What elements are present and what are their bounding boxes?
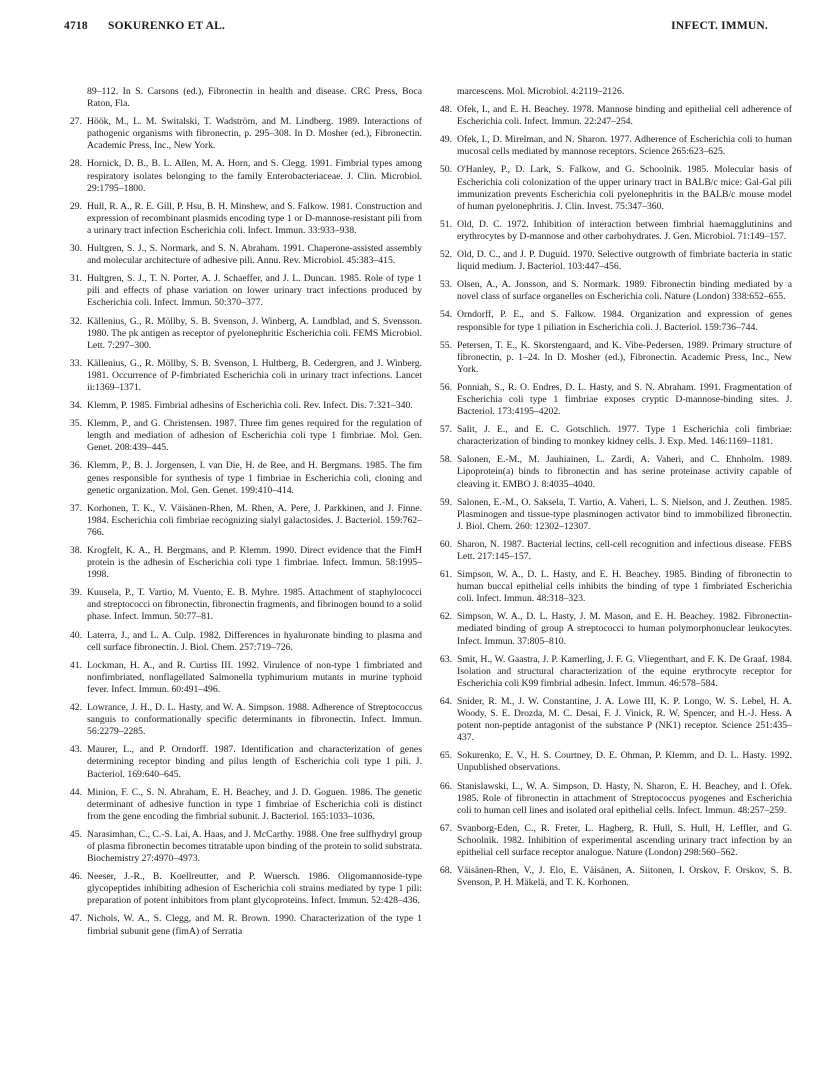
reference-entry [68, 787, 422, 823]
reference-entry [438, 164, 792, 212]
reference-number: 53. [439, 279, 452, 291]
reference-number: 65. [439, 750, 452, 762]
reference-number: 58. [439, 454, 452, 466]
reference-entry [68, 243, 422, 267]
reference-text: Klemm, P., and G. Christensen. 1987. Three fim genes required for the regulation of length and mediation of adhesion of Escherichia coli type 1 fimbriae. Mol. Gen. Genet. 208:439–445. [87, 418, 422, 454]
reference-number: 56. [439, 381, 452, 393]
reference-text: Höök, M., L. M. Switalski, T. Wadström, and M. Lindberg. 1989. Interactions of pathogenic organisms with fibronectin, p. 295–308. In D. Mosher (ed.), Fibronectin. Academic Press, Inc., New York. [87, 116, 422, 152]
reference-text: Sharon, N. 1987. Bacterial lectins, cell-cell recognition and infectious disease. FEBS Lett. 217:145–157. [457, 538, 792, 562]
reference-entry [438, 454, 792, 490]
reference-text: Simpson, W. A., D. L. Hasty, and E. H. Beachey. 1985. Binding of fibronectin to human buccal epithelial cells inhibits the binding of type 1 fimbriated Escherichia coli. Infect. Immun. 48:318–323. [457, 569, 792, 605]
reference-entry [68, 316, 422, 352]
reference-entry [438, 104, 792, 128]
reference-entry [68, 660, 422, 696]
reference-number: 59. [439, 496, 452, 508]
page-number: 4718 [64, 20, 88, 32]
reference-number: 28. [69, 158, 82, 170]
reference-text: Snider, R. M., J. W. Constantine, J. A. Lowe III, K. P. Longo, W. S. Lebel, H. A. Woody, S. E. Drozda, M. C. Desai, F. J. Vinick, R. W. Spencer, and H.-J. Hess. A potent non-peptide antagonist of the substance P (NK1) receptor. Science 251:435–437. [457, 695, 792, 744]
reference-text: Hultgren, S. J., S. Normark, and S. N. Abraham. 1991. Chaperone-assisted assembly and molecular architecture of adhesive pili. Annu. Rev. Microbiol. 45:383–415. [87, 243, 422, 267]
reference-number: 32. [69, 315, 82, 327]
reference-column-right [438, 86, 792, 895]
reference-text: Hornick, D. B., B. L. Allen, M. A. Horn, and S. Clegg. 1991. Fimbrial types among respiratory isolates belonging to the family Enterobacteriaceae. J. Clin. Microbiol. 29:1795–1800. [87, 158, 422, 194]
reference-entry [68, 201, 422, 237]
reference-entry [438, 823, 792, 859]
reference-entry [438, 219, 792, 243]
reference-entry [438, 611, 792, 647]
reference-number: 41. [69, 659, 82, 671]
reference-text: Simpson, W. A., D. L. Hasty, J. M. Mason, and E. H. Beachey. 1982. Fibronectin-mediated binding of group A streptococci to human polymorphonuclear leukocytes. Infect. Immun. 37:805–810. [457, 611, 792, 647]
reference-text: Stanislawski, L., W. A. Simpson, D. Hasty, N. Sharon, E. H. Beachey, and I. Ofek. 1985. Role of fibronectin in attachment of Streptococcus pyogenes and Escherichia coli to human cell lines and isolated oral epithelial cells. Infect. Immun. 48:257–259. [457, 780, 792, 816]
reference-text: Väisänen-Rhen, V., J. Elo, E. Väisänen, A. Siitonen, I. Orskov, F. Orskov, S. B. Svenson, P. H. Mäkelä, and T. K. Korhonen. [457, 865, 792, 889]
reference-number: 42. [69, 702, 82, 714]
reference-text: Narasimhan, C., C.-S. Lai, A. Haas, and J. McCarthy. 1988. One free sulfhydryl group of plasma fibronectin becomes titratable upon binding of the protein to solid substrata. Biochemistry 27:4970–4973. [87, 828, 422, 865]
reference-number: 61. [439, 569, 452, 581]
reference-number: 29. [69, 200, 82, 212]
reference-number: 64. [439, 695, 452, 707]
reference-number: 36. [69, 460, 82, 472]
reference-number: 31. [69, 273, 82, 285]
reference-text: Lockman, H. A., and R. Curtiss III. 1992. Virulence of non-type 1 fimbriated and nonfimbriated, nonflagellated Salmonella typhimurium mutants in murine typhoid fever. Infect. Immun. 60:491–496. [87, 659, 422, 695]
reference-entry [68, 630, 422, 654]
reference-text: Svanborg-Eden, C., R. Freter, L. Hagberg, R. Hull, S. Hull, H. Leffler, and G. Schoolnik. 1982. Inhibition of experimental ascending urinary tract infection by an epithelial cell surface receptor analogue. Nature (London) 298:560–562. [457, 822, 792, 858]
reference-text: Sokurenko, E. V., H. S. Courtney, D. E. Ohman, P. Klemm, and D. L. Hasty. 1992. Unpublished observations. [457, 750, 792, 774]
reference-entry [68, 460, 422, 496]
reference-entry [438, 865, 792, 889]
reference-entry [68, 273, 422, 309]
reference-text: Kuusela, P., T. Vartio, M. Vuento, E. B. Myhre. 1985. Attachment of staphylococci and streptococci on fibronectin, fibronectin fragments, and fibrinogen bound to a solid phase. Infect. Immun. 50:77–81. [87, 587, 422, 623]
reference-text: Källenius, G., R. Möllby, S. B. Svenson, J. Winberg, A. Lundblad, and S. Svensson. 1980. The pk antigen as receptor of pyelonephritic Escherichia coli. FEMS Microbiol. Lett. 7:297–300. [87, 315, 422, 351]
reference-number: 27. [69, 116, 82, 128]
reference-entry [438, 382, 792, 418]
reference-number: 33. [69, 357, 82, 369]
reference-number: 67. [439, 822, 452, 834]
reference-number: 30. [69, 243, 82, 255]
reference-entry [68, 86, 422, 110]
reference-entry [438, 750, 792, 774]
reference-entry [438, 249, 792, 273]
reference-number: 45. [69, 828, 82, 840]
reference-text: marcescens. Mol. Microbiol. 4:2119–2126. [457, 86, 625, 97]
reference-number: 49. [439, 134, 452, 146]
reference-number: 34. [69, 400, 82, 412]
reference-text: Old, D. C. 1972. Inhibition of interaction between fimbrial haemagglutinins and erythrocytes by D-mannose and other carbohydrates. J. Gen. Microbiol. 71:149–157. [457, 218, 792, 242]
reference-number: 50. [439, 164, 452, 176]
reference-entry [68, 400, 422, 412]
reference-text: Minion, F. C., S. N. Abraham, E. H. Beachey, and J. D. Goguen. 1986. The genetic determinant of adhesive function in type 1 fimbriae of Escherichia coli is distinct from the gene encoding the fimbrial subunit. J. Bacteriol. 165:1033–1036. [87, 786, 422, 822]
reference-entry [438, 654, 792, 690]
reference-entry [68, 158, 422, 194]
reference-text: Olsen, A., A. Jonsson, and S. Normark. 1989. Fibronectin binding mediated by a novel class of surface organelles on Escherichia coli. Nature (London) 338:652–655. [457, 279, 792, 303]
reference-text: Krogfelt, K. A., H. Bergmans, and P. Klemm. 1990. Direct evidence that the FimH protein is the adhesin of Escherichia coli type 1 fimbriae. Infect. Immun. 58:1995–1998. [87, 545, 422, 581]
reference-entry [68, 358, 422, 394]
reference-number: 38. [69, 545, 82, 556]
reference-entry [68, 913, 422, 937]
reference-number: 54. [439, 309, 452, 321]
reference-number: 51. [439, 218, 452, 230]
reference-number: 60. [439, 538, 452, 550]
reference-entry [438, 279, 792, 303]
reference-entry [68, 871, 422, 907]
reference-text: Ofek, I., and E. H. Beachey. 1978. Mannose binding and epithelial cell adherence of Escherichia coli. Infect. Immun. 22:247–254. [457, 104, 792, 128]
journal-name: INFECT. IMMUN. [671, 20, 768, 32]
reference-text: Nichols, W. A., S. Clegg, and M. R. Brown. 1990. Characterization of the type 1 fimbrial subunit gene (fimA) of Serratia [87, 913, 422, 937]
reference-entry [68, 116, 422, 152]
reference-number: 48. [439, 104, 452, 116]
reference-number: 68. [439, 865, 452, 877]
reference-number: 47. [69, 913, 82, 925]
reference-column-left [68, 86, 422, 944]
reference-entry [68, 829, 422, 865]
reference-text: Salit, J. E., and E. C. Gotschlich. 1977. Type 1 Escherichia coli fimbriae: characterization of binding to monkey kidney cells. J. Exp. Med. 146:1169–1181. [457, 424, 792, 448]
reference-entry [68, 702, 422, 738]
reference-text: Ofek, I., D. Mirelman, and N. Sharon. 1977. Adherence of Escherichia coli to human mucosal cells mediated by mannose receptors. Science 265:623–625. [457, 134, 792, 158]
reference-text: Källenius, G., R. Möllby, S. B. Svenson, I. Hultberg, B. Cedergren, and J. Winberg. 1981. Occurrence of P-fimbriated Escherichia coli in urinary tract infections. Lancet ii:1369–1371. [87, 357, 422, 393]
reference-text: Ponniah, S., R. O. Endres, D. L. Hasty, and S. N. Abraham. 1991. Fragmentation of Escherichia coli type 1 fimbriae exposes cryptic D-mannose-binding sites. J. Bacteriol. 173:4195–4202. [457, 381, 792, 418]
reference-text: Salonen, E.-M., O. Saksela, T. Vartio, A. Vaheri, L. S. Nielson, and J. Zeuthen. 1985. Plasminogen and tissue-type plasminogen activator bind to immobilized fibronectin. J. Biol. Chem. 260: 12302–12307. [457, 496, 792, 532]
reference-entry [68, 744, 422, 780]
running-authors: SOKURENKO ET AL. [108, 20, 226, 32]
reference-number: 63. [439, 653, 452, 665]
reference-number: 43. [69, 744, 82, 756]
reference-number: 39. [69, 587, 82, 599]
reference-number: 35. [69, 418, 82, 430]
reference-text: Neeser, J.-R., B. Koellreutter, and P. Wuersch. 1986. Oligomannoside-type glycopeptides inhibiting adhesion of Escherichia coli strains mediated by type 1 pili: preparation of potent inhibitors from plant glycoproteins. Infect. Immun. 52:428–436. [87, 871, 422, 907]
reference-text: Petersen, T. E., K. Skorstengaard, and K. Vibe-Pedersen. 1989. Primary structure of fibronectin, p. 1–24. In D. Mosher (ed.), Fibronectin. Academic Press, Inc., New York. [457, 339, 792, 375]
reference-number: 62. [439, 611, 452, 623]
reference-entry [438, 539, 792, 563]
reference-text: Maurer, L., and P. Orndorff. 1987. Identification and characterization of genes determining receptor binding and pilus length of Escherichia coli type 1 pili. J. Bacteriol. 169:640–645. [87, 744, 422, 780]
reference-entry [68, 418, 422, 454]
reference-text: 89–112. In S. Carsons (ed.), Fibronectin in health and disease. CRC Press, Boca Raton, Fla. [87, 86, 422, 110]
reference-entry [68, 503, 422, 539]
reference-number: 52. [439, 249, 452, 261]
reference-text: Salonen, E.-M., M. Jauhiainen, L. Zardi, A. Vaheri, and C. Ehnholm. 1989. Lipoprotein(a) binds to fibronectin and has serine proteinase activity capable of cleaving it. EMBO J. 8:4035–4040. [457, 454, 792, 490]
reference-entry [438, 309, 792, 333]
reference-entry [438, 424, 792, 448]
reference-number: 57. [439, 424, 452, 436]
reference-number: 37. [69, 502, 82, 514]
reference-entry [68, 587, 422, 623]
reference-text: Klemm, P., B. J. Jorgensen, I. van Die, H. de Ree, and H. Bergmans. 1985. The fim genes responsible for synthesis of type 1 fimbriae in Escherichia coli, cloning and genetic organization. Mol. Gen. Genet. 199:410–414. [87, 460, 422, 496]
reference-entry [438, 497, 792, 533]
running-header [64, 20, 768, 36]
reference-text: Korhonen, T. K., V. Väisänen-Rhen, M. Rhen, A. Pere, J. Parkkinen, and J. Finne. 1984. Escherichia coli fimbriae recognizing sialyl galactosides. J. Bacteriol. 159:762–766. [87, 502, 422, 538]
reference-entry [438, 340, 792, 376]
reference-text: Laterra, J., and L. A. Culp. 1982. Differences in hyaluronate binding to plasma and cell surface fibronectin. J. Biol. Chem. 257:719–726. [87, 629, 422, 653]
reference-entry [438, 696, 792, 744]
reference-text: Old, D. C., and J. P. Duguid. 1970. Selective outgrowth of fimbriate bacteria in static liquid medium. J. Bacteriol. 103:447–456. [457, 249, 792, 273]
reference-text: Smit, H., W. Gaastra, J. P. Kamerling, J. F. G. Vliegenthart, and F. K. De Graaf. 1984. Isolation and structural characterization of the equine erythrocyte receptor for Escherichia coli K99 fimbrial adhesin. Infect. Immun. 46:578–584. [457, 653, 792, 689]
reference-number: 40. [69, 629, 82, 641]
reference-entry [68, 545, 422, 581]
reference-entry [438, 86, 792, 98]
reference-number: 55. [439, 339, 452, 351]
reference-number: 46. [69, 871, 82, 883]
reference-text: Orndorff, P. E., and S. Falkow. 1984. Organization and expression of genes responsible for type 1 piliation in Escherichia coli. J. Bacteriol. 159:736–744. [457, 309, 792, 333]
reference-number: 66. [439, 780, 452, 792]
reference-text: Hull, R. A., R. E. Gill, P. Hsu, B. H. Minshew, and S. Falkow. 1981. Construction and expression of recombinant plasmids encoding type 1 or D-mannose-resistant pili from a urinary tract infection Escherichia coli. Infect. Immun. 33:933–938. [87, 200, 422, 236]
reference-text: Lowrance, J. H., D. L. Hasty, and W. A. Simpson. 1988. Adherence of Streptococcus sanguis to conformationally specific determinants in fibronectin. Infect. Immun. 56:2279–2285. [87, 702, 422, 738]
reference-number: 44. [69, 786, 82, 798]
reference-entry [438, 134, 792, 158]
reference-text: Hultgren, S. J., T. N. Porter, A. J. Schaeffer, and J. L. Duncan. 1985. Role of type 1 pili and effects of phase variation on lower urinary tract infections produced by Escherichia coli. Infect. Immun. 50:370–377. [87, 273, 422, 309]
reference-entry [438, 781, 792, 817]
reference-entry [438, 569, 792, 605]
reference-text: O'Hanley, P., D. Lark, S. Falkow, and G. Schoolnik. 1985. Molecular basis of Escherichia coli colonization of the upper urinary tract in BALB/c mice: Gal-Gal pili immunization prevents Escherichia coli pyelonephritis in the BALB/c mouse model of human pyelonephritis. J. Clin. Invest. 75:347–360. [457, 164, 792, 212]
reference-text: Klemm, P. 1985. Fimbrial adhesins of Escherichia coli. Rev. Infect. Dis. 7:321–340. [87, 400, 413, 412]
